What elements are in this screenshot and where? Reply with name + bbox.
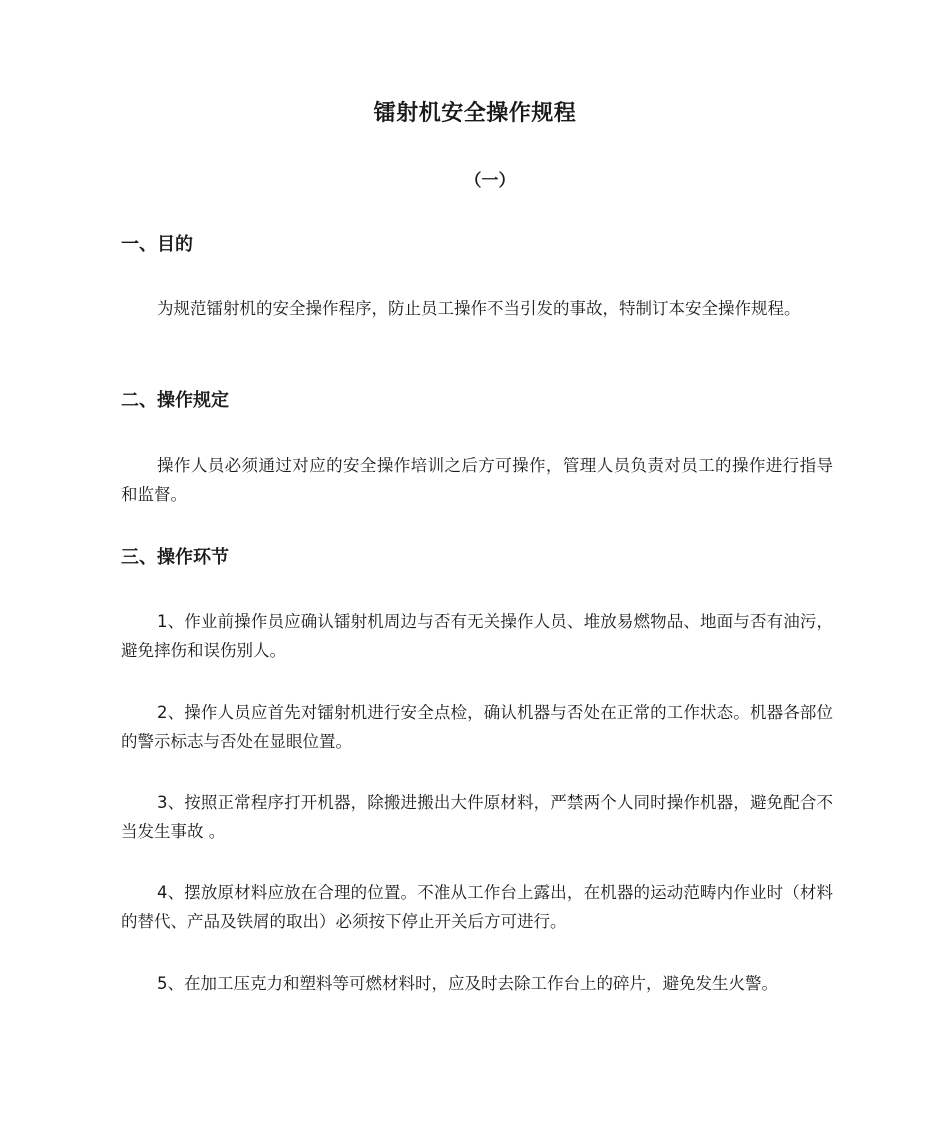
document-subtitle: （一） [464,171,516,191]
paragraph-step-4: 4、摆放原材料应放在合理的位置。不准从工作台上露出，在机器的运动范畴内作业时（材料的替代、产品及铁屑的取出）必须按下停止开关后方可进行。 [121,883,833,931]
paragraph-step-3: 3、按照正常程序打开机器，除搬进搬出大件原材料，严禁两个人同时操作机器，避免配合不当发生事故 。 [121,793,833,841]
paragraph-step-1: 1、作业前操作员应确认镭射机周边与否有无关操作人员、堆放易燃物品、地面与否有油污，避免摔伤和误伤别人。 [121,612,833,660]
document-title: 镭射机安全操作规程 [373,101,577,126]
section-heading-rules: 二、操作规定 [121,390,229,411]
paragraph-step-5: 5、在加工压克力和塑料等可燃材料时，应及时去除工作台上的碎片，避免发生火警。 [157,974,778,993]
paragraph-rules: 操作人员必须通过对应的安全操作培训之后方可操作，管理人员负责对员工的操作进行指导和监督。 [121,456,833,504]
paragraph-step-2: 2、操作人员应首先对镭射机进行安全点检，确认机器与否处在正常的工作状态。机器各部位的警示标志与否处在显眼位置。 [121,703,833,751]
paragraph-purpose: 为规范镭射机的安全操作程序，防止员工操作不当引发的事故，特制订本安全操作规程。 [157,299,801,318]
section-heading-purpose: 一、目的 [121,234,193,255]
section-heading-steps: 三、操作环节 [121,547,229,568]
